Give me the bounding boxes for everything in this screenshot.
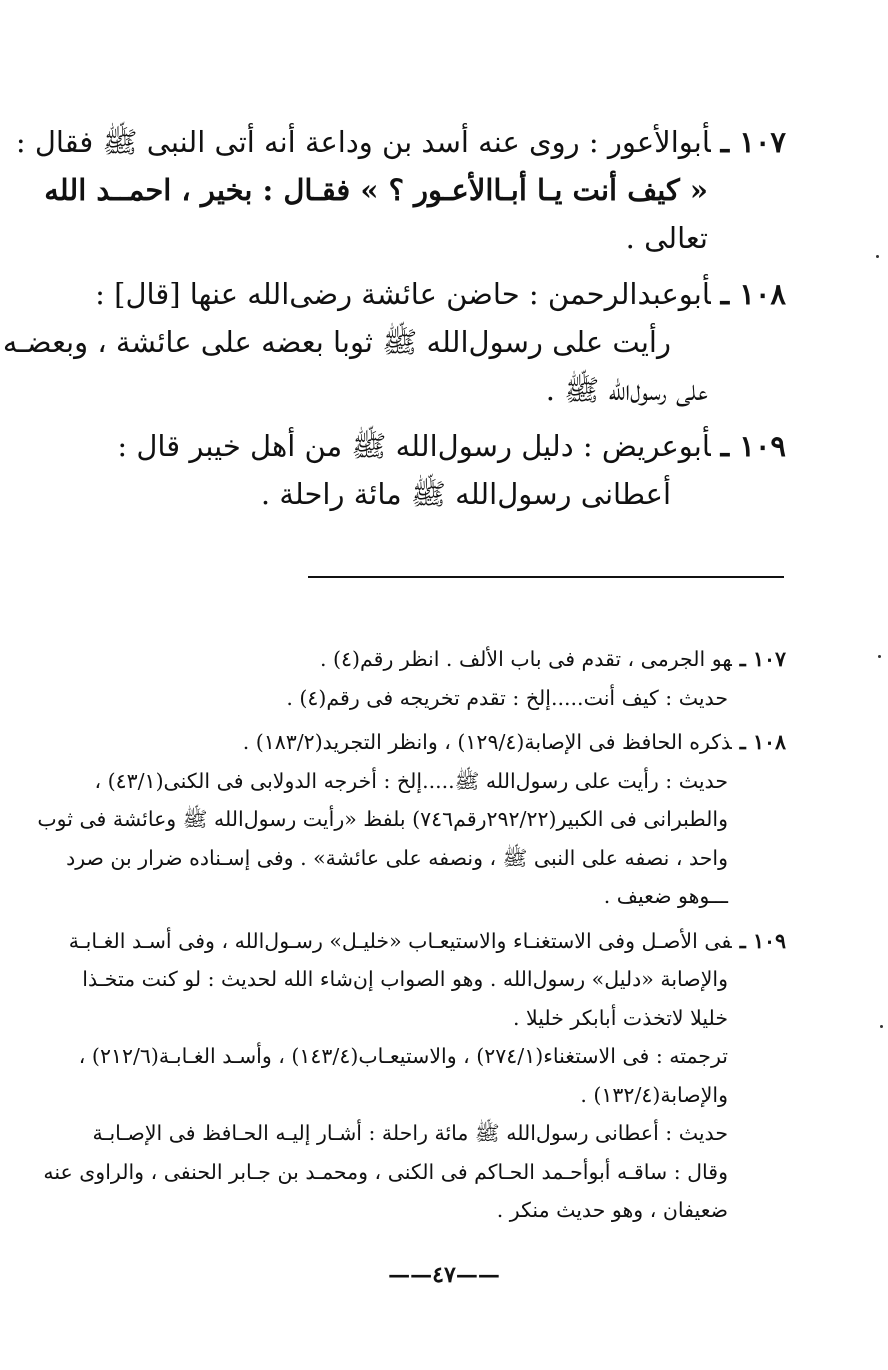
footnote-line (37, 800, 786, 839)
entry-109 (96, 422, 786, 518)
entry-107 (15, 118, 786, 262)
footnote-line (96, 1076, 786, 1115)
footnote-line (96, 877, 786, 916)
entry-line (2, 318, 786, 366)
entry-number: ١٠٧ ـ (720, 125, 786, 159)
footnote-line (96, 1191, 786, 1230)
footnote-line (82, 960, 786, 999)
entry-line (15, 118, 786, 166)
scan-speck (878, 655, 881, 658)
entry-line (96, 422, 786, 470)
footnote-line (96, 679, 786, 718)
footnote-text: ذكره الحافظ فى الإصابة(١٢٩/٤) ، وانظر التجريد(١٨٣/٢) . (242, 730, 732, 754)
footnote-text: حديث : كيف أنت.....إلخ : تقدم تخريجه فى رقم(٤) . (286, 685, 728, 710)
footnote-number: ١٠٧ ـ (739, 647, 786, 671)
footnote-divider (308, 576, 784, 578)
footnote-line (43, 1153, 786, 1192)
entry-text: أعطانى رسول‌الله ﷺ مائة راحلة . (260, 477, 671, 511)
page-number (0, 1262, 888, 1288)
entry-text: رأيت على رسول‌الله ﷺ ثوبا بعضه على عائشة ، وبعضـه (2, 325, 671, 359)
footnote-line (96, 999, 786, 1038)
footnote-line (96, 762, 786, 801)
entry-text: تعالى . (625, 221, 708, 255)
footnote-text: حديث : رأيت على رسول‌الله ﷺ.....إلخ : أخرجه الدولابى فى الكنى(٤٣/١) ، (94, 768, 728, 793)
footnote-line (96, 640, 786, 679)
footnote-109 (43, 922, 786, 1230)
footnote-text: حديث : أعطانى رسول‌الله ﷺ مائة راحلة : أشـار إليـه الحـافظ فى الإصـابـة (92, 1121, 728, 1145)
footnotes (37, 640, 786, 1236)
entry-text: أبوعبدالرحمن : حاضن عائشة رضى‌الله عنها [قال] : (95, 277, 711, 311)
footnote-text: ضعيفان ، وهو حديث منكر . (496, 1198, 728, 1222)
entry-number: ١٠٩ ـ (720, 429, 786, 463)
footnote-text: واحد ، نصفه على النبى ﷺ ، ونصفه على عائشة» . وفى إسـناده ضرار بن صرد (66, 845, 728, 870)
footnote-text: فى الأصـل وفى الاستغنـاء والاستيعـاب «خليـل» رسـول‌الله ، وفى أسـد الغـابـة (68, 928, 732, 953)
entry-line (96, 214, 786, 262)
footnote-107 (96, 640, 786, 717)
footnote-text: ترجمته : فى الاستغناء(٢٧٤/١) ، والاستيعـاب(١٤٣/٤) ، وأسـد الغـابـة(٢١٢/٦) ، (78, 1044, 728, 1068)
footnote-108 (37, 723, 786, 916)
footnote-text: وقال : ساقـه أبوأحـمد الحـاكم فى الكنى ، ومحمـد بن جـابر الحنفى ، والراوى عنه (43, 1159, 728, 1184)
footnote-line (68, 922, 786, 961)
page-number-value: ٤٧ (432, 1262, 456, 1288)
page-number-dash-right: —— (455, 1262, 500, 1288)
footnote-line (78, 1037, 786, 1076)
footnote-text: هو الجرمى ، تقدم فى باب الألف . انظر رقم(٤) . (319, 647, 732, 671)
main-text (2, 118, 786, 526)
entry-text: أبوالأعور : روى عنه أسد بن وداعة أنه أتى النبى ﷺ فقال : (15, 125, 711, 159)
entry-line (96, 270, 786, 318)
entry-text: « كيف أنت يـا أبـاالأعـور ؟ » فقـال : بخير ، احمــد الله (44, 173, 708, 207)
scan-speck (876, 255, 879, 258)
footnote-text: خليلا لاتخذت أبابكر خليلا . (512, 1005, 728, 1030)
footnote-line (92, 1114, 786, 1153)
footnote-text: والطبرانى فى الكبير(٢٩٢/٢٢رقم٧٤٦) بلفظ «رأيت رسول‌الله ﷺ وعائشة فى ثوب (37, 807, 728, 831)
footnote-number: ١٠٨ ـ (739, 730, 786, 754)
footnote-text: ـــوهو ضعيف . (603, 884, 728, 908)
entry-number: ١٠٨ ـ (720, 277, 786, 311)
entry-line (96, 470, 786, 518)
entry-line (96, 366, 786, 414)
footnote-line (96, 723, 786, 762)
entry-108 (2, 270, 786, 414)
footnote-line (66, 839, 786, 878)
page-number-dash-left: —— (388, 1262, 433, 1288)
footnote-text: والإصابة(١٣٢/٤) . (580, 1082, 728, 1107)
footnote-number: ١٠٩ ـ (739, 928, 786, 953)
footnote-text: والإصابة «دليل» رسول‌الله . وهو الصواب إن‌شاء الله لحديث : لو كنت متخـذا (82, 967, 728, 991)
entry-line (44, 166, 786, 214)
scan-speck (880, 1025, 883, 1028)
entry-text: أبوعريض : دليل رسول‌الله ﷺ من أهل خيبر قال : (117, 429, 711, 463)
entry-text: على رسول‌الله ﷺ . (545, 373, 708, 407)
